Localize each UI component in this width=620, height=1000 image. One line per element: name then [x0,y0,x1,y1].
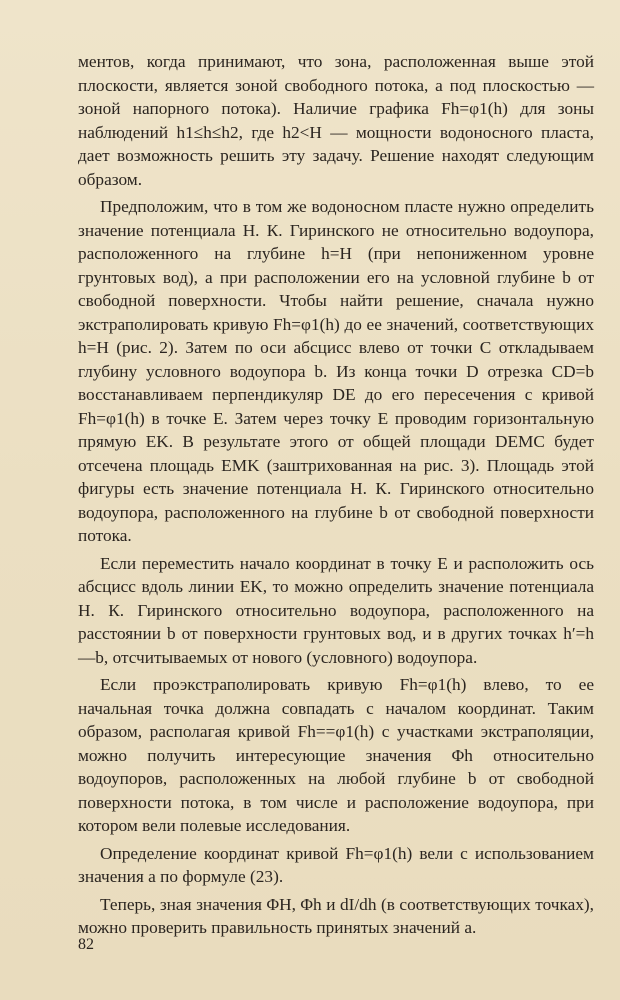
paragraph-3: Если переместить начало координат в точку E и расположить ось абсцисс вдоль линии EK, то можно определить значение потенциала Н. К. Гиринского относительно водоупора, расположенного на расстоянии b от поверхности грунтовых вод, и в других точках h′=h—b, отсчитываемых от нового (условного) водоупора. [78,553,594,667]
paragraph-1: ментов, когда принимают, что зона, расположенная выше этой плоскости, является зоной свободного потока, а под плоскостью — зоной напорного потока). Наличие графика Fh=φ1(h) для зоны наблюдений h1≤h≤h2, где h2<H — мощности водоносного пласта, дает возможность решить эту задачу. Решение находят следующим образом. [78,52,594,189]
body-text [78,50,594,944]
paragraph-5: Определение координат кривой Fh=φ1(h) вели с использованием значения a по формуле (23). [78,843,594,886]
paragraph-4: Если проэкстраполировать кривую Fh=φ1(h) влево, то ее начальная точка должна совпадать с началом координат. Таким образом, располагая кривой Fh==φ1(h) с участками экстраполяции, можно получить интересующие значения Φh относительно водоупоров, расположенных на любой глубине b от свободной поверхности потока, в том числе и расположение водоупора, при котором вели полевые исследования. [78,675,594,835]
page-number: 82 [78,936,94,953]
paragraph-6: Теперь, зная значения ΦH, Φh и dI/dh (в соответствующих точках), можно проверить правильность принятых значений a. [78,894,594,937]
paragraph-2: Предположим, что в том же водоносном пласте нужно определить значение потенциала Н. К. Гиринского не относительно водоупора, расположенного на глубине h=H (при непониженном уровне грунтовых вод), а при расположении его на условной глубине b от свободной поверхности. Чтобы найти решение, сначала нужно экстраполировать кривую Fh=φ1(h) до ее значений, соответствующих h=H (рис. 2). Затем по оси абсцисс влево от точки C откладываем глубину условного водоупора b. Из конца точки D отрезка CD=b восстанавливаем перпендикуляр DE до его пересечения с кривой Fh=φ1(h) в точке E. Затем через точку E проводим горизонтальную прямую EK. В результате этого от общей площади DEMC будет отсечена площадь EMK (заштрихованная на рис. 3). Площадь этой фигуры есть значение потенциала Н. К. Гиринского относительно водоупора, расположенного на глубине b от свободной поверхности потока. [78,197,594,545]
